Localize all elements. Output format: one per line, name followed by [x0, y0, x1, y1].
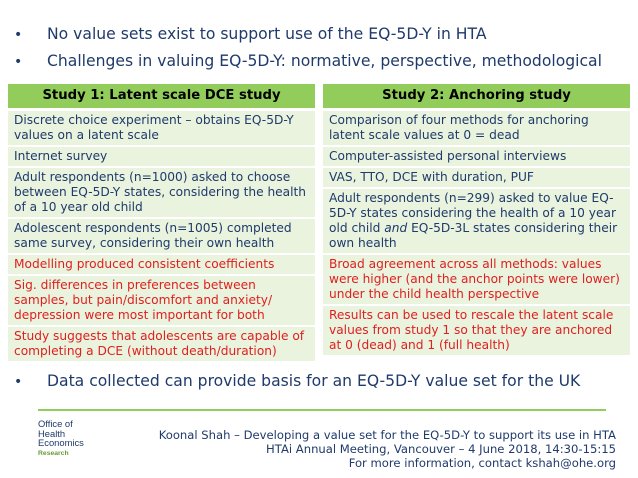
study2-header: Study 2: Anchoring study [323, 84, 630, 108]
study1-finding: Study suggests that adolescents are capable of completing a DCE (without death/duration) [8, 327, 315, 361]
logo-line: Economics [38, 437, 84, 449]
study2-item [323, 189, 630, 253]
study2-item-emphasis: and [384, 221, 408, 235]
footer-line: For more information, contact kshah@ohe.org [348, 456, 616, 470]
footer-line: Koonal Shah – Developing a value set for the EQ-5D-Y to support its use in HTA [158, 428, 616, 442]
study1-item: Internet survey [8, 147, 315, 166]
study2-finding: Results can be used to rescale the latent scale values from study 1 so that they are anchored at 0 (dead) and 1 (full health) [323, 306, 630, 355]
study1-item: Adult respondents (n=1000) asked to choose between EQ-5D-Y states, considering the health of a 10 year old child [8, 168, 315, 217]
study1-finding: Sig. differences in preferences between samples, but pain/discomfort and anxiety/ depression were most important for both [8, 276, 315, 325]
logo-line: Health [38, 427, 66, 439]
bullet-text: No value sets exist to support use of the EQ-5D-Y in HTA [47, 25, 487, 43]
bullet-marker: • [14, 27, 23, 43]
footer-divider [38, 409, 606, 411]
study2-item-text: Adult respondents (n=299) asked to value EQ-5D-Y states considering the health of a 10 year old child [329, 191, 616, 235]
bullet-item [14, 371, 630, 392]
study2-column [323, 111, 630, 357]
study1-item: Discrete choice experiment – obtains EQ-5D-Y values on a latent scale [8, 111, 315, 145]
study2-item-text: EQ-5D-3L states considering their own health [329, 221, 618, 250]
study2-item: VAS, TTO, DCE with duration, PUF [323, 168, 630, 187]
bullet-text: Data collected can provide basis for an EQ-5D-Y value set for the UK [47, 372, 581, 390]
footer-line: HTAi Annual Meeting, Vancouver – 4 June 2018, 14:30-15:15 [266, 442, 616, 456]
bottom-bullet-list [14, 371, 630, 398]
study1-column [8, 111, 315, 363]
footer-credits [159, 428, 616, 470]
bullet-marker: • [14, 54, 23, 70]
top-bullet-list [14, 24, 630, 78]
bullet-item [14, 51, 630, 72]
bullet-marker: • [14, 374, 23, 390]
bullet-item [14, 24, 630, 45]
study1-finding: Modelling produced consistent coefficients [8, 255, 315, 274]
logo-subtitle: Research [38, 449, 69, 457]
logo-line: Office of [38, 418, 73, 429]
study2-finding: Broad agreement across all methods: values were higher (and the anchor points were lower) under the child health perspective [323, 255, 630, 304]
study2-item: Comparison of four methods for anchoring latent scale values at 0 = dead [323, 111, 630, 145]
study2-item: Computer-assisted personal interviews [323, 147, 630, 166]
study1-item: Adolescent respondents (n=1005) completed same survey, considering their own health [8, 219, 315, 253]
ohe-logo [38, 419, 94, 461]
study1-header: Study 1: Latent scale DCE study [8, 84, 315, 108]
bullet-text: Challenges in valuing EQ-5D-Y: normative, perspective, methodological [47, 52, 602, 70]
